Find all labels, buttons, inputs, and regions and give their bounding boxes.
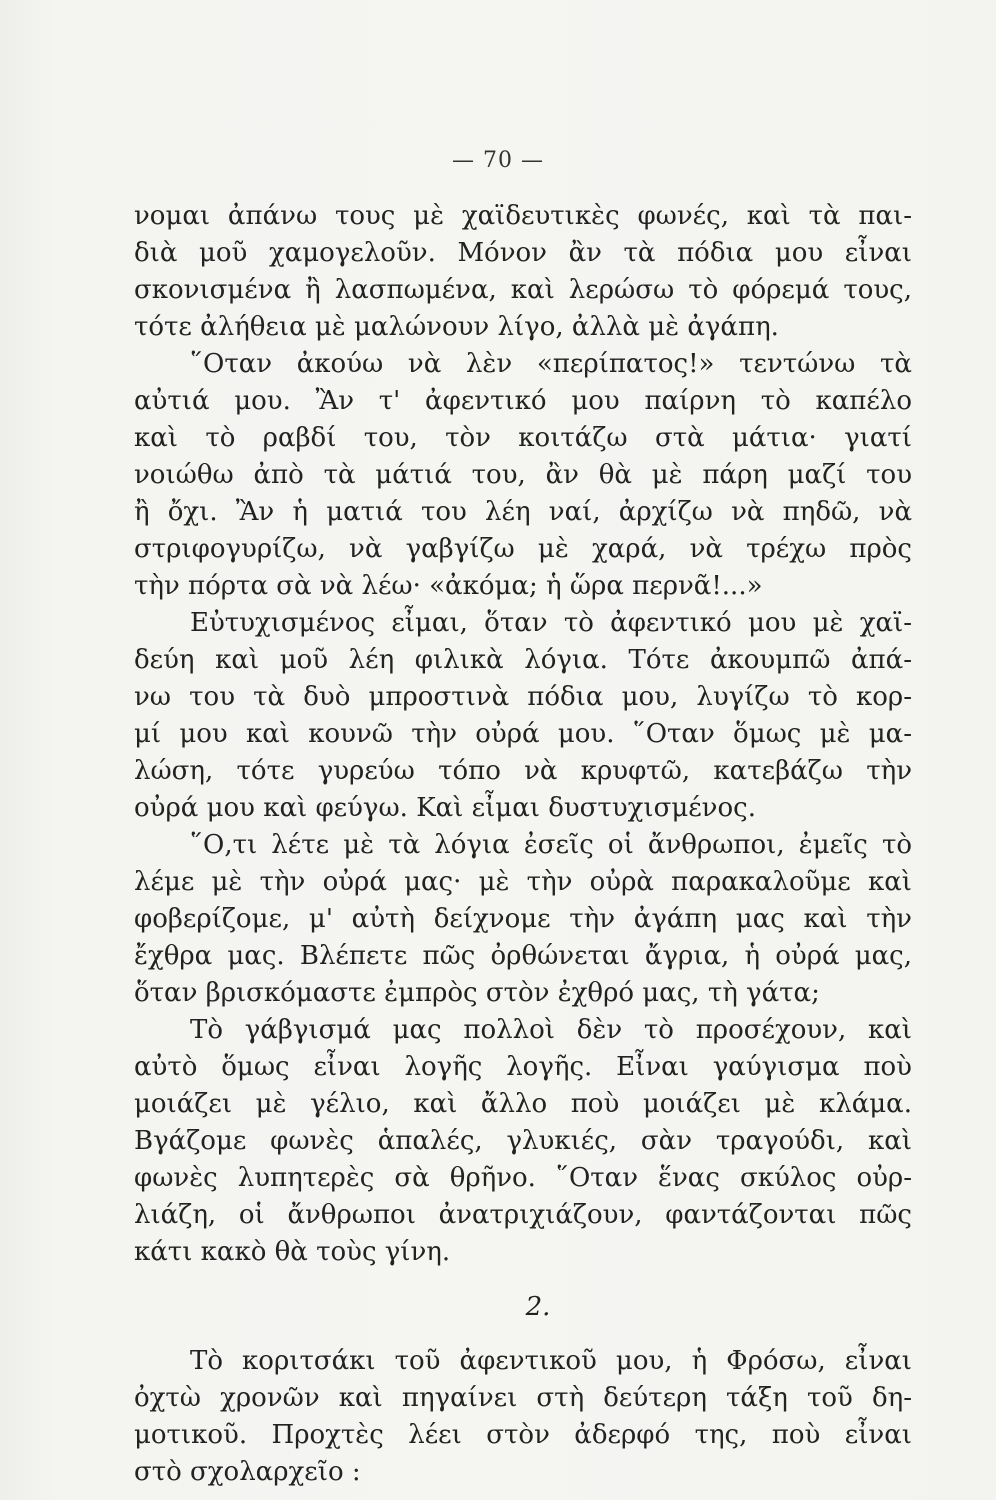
section-gap-top [134,1271,912,1285]
text-line: διὰ μοῦ χαμογελοῦν. Μόνον ἂν τὰ πόδια μου εἶναι [134,238,912,268]
text-line: ἢ ὄχι. Ἂν ἡ ματιά του λέη ναί, ἀρχίζω νὰ πηδῶ, νὰ [134,497,912,527]
text-line: στὸ σχολαρχεῖο : [134,1457,361,1487]
text-line: τὴν πόρτα σὰ νὰ λέω· «ἀκόμα; ἡ ὥρα περνᾶ!...» [134,571,763,601]
text-line: μοιάζει μὲ γέλιο, καὶ ἄλλο ποὺ μοιάζει μὲ κλάμα. [134,1089,912,1119]
text-line: νομαι ἀπάνω τους μὲ χαϊδευτικὲς φωνές, καὶ τὰ παι- [134,201,912,231]
paragraph [134,1343,912,1491]
text-line: στριφογυρίζω, νὰ γαβγίζω μὲ χαρά, νὰ τρέχω πρὸς [134,534,912,564]
text-line: ἔχθρα μας. Βλέπετε πῶς ὀρθώνεται ἄγρια, ἡ οὐρά μας, [134,941,912,971]
text-line: ῞Οταν ἀκούω νὰ λὲν «περίπατος!» τεντώνω τὰ [190,349,912,379]
text-before-section [134,198,912,1271]
text-line: νω του τὰ δυὸ μπροστινὰ πόδια μου, λυγίζω τὸ κορ- [134,682,912,712]
text-line: ὅταν βρισκόμαστε ἐμπρὸς στὸν ἐχθρό μας, τὴ γάτα; [134,978,820,1008]
paragraph [134,1012,912,1271]
text-line: ὀχτὼ χρονῶν καὶ πηγαίνει στὴ δεύτερη τάξη τοῦ δη- [134,1383,912,1413]
page-number: — 70 — [452,148,544,173]
text-line: Βγάζομε φωνὲς ἁπαλές, γλυκιές, σὰν τραγούδι, καὶ [134,1126,912,1156]
paragraph [134,827,912,1012]
text-line: οὐρά μου καὶ φεύγω. Καὶ εἶμαι δυστυχισμένος. [134,793,756,823]
paragraph [134,198,912,346]
text-line: μί μου καὶ κουνῶ τὴν οὐρά μου. ῞Οταν ὅμως μὲ μα- [134,719,912,749]
section-gap-bottom [134,1329,912,1343]
text-line: δεύη καὶ μοῦ λέη φιλικὰ λόγια. Τότε ἀκουμπῶ ἀπά- [134,645,912,675]
text-line: κάτι κακὸ θὰ τοὺς γίνη. [134,1237,451,1267]
text-line: τότε ἀλήθεια μὲ μαλώνουν λίγο, ἀλλὰ μὲ ἀγάπη. [134,312,779,342]
text-line: ῞Ο,τι λέτε μὲ τὰ λόγια ἐσεῖς οἱ ἄνθρωποι, ἐμεῖς τὸ [190,830,912,860]
text-line: Εὐτυχισμένος εἶμαι, ὅταν τὸ ἀφεντικό μου μὲ χαϊ- [190,608,912,638]
text-line: σκονισμένα ἢ λασπωμένα, καὶ λερώσω τὸ φόρεμά τους, [134,275,912,305]
text-line: λιάζη, οἱ ἄνθρωποι ἀνατριχιάζουν, φαντάζονται πῶς [134,1200,912,1230]
paragraph [134,346,912,605]
text-line: λέμε μὲ τὴν οὐρά μας· μὲ τὴν οὐρὰ παρακαλοῦμε καὶ [134,867,912,897]
text-line: νοιώθω ἀπὸ τὰ μάτιά του, ἂν θὰ μὲ πάρη μαζί του [134,460,912,490]
text-line: Τὸ γάβγισμά μας πολλοὶ δὲν τὸ προσέχουν, καὶ [190,1015,912,1045]
text-line: λώση, τότε γυρεύω τόπο νὰ κρυφτῶ, κατεβάζω τὴν [134,756,912,786]
text-line: Τὸ κοριτσάκι τοῦ ἀφεντικοῦ μου, ἡ Φρόσω, εἶναι [190,1346,912,1376]
text-line: καὶ τὸ ραβδί του, τὸν κοιτάζω στὰ μάτια· γιατί [134,423,912,453]
body-text [134,198,912,1491]
text-after-section [134,1343,912,1491]
section-number: 2. [525,1292,551,1322]
text-line: αὐτὸ ὅμως εἶναι λογῆς λογῆς. Εἶναι γαύγισμα ποὺ [134,1052,912,1082]
paragraph [134,605,912,827]
text-line: μοτικοῦ. Προχτὲς λέει στὸν ἀδερφό της, ποὺ εἶναι [134,1420,912,1450]
text-line: αὐτιά μου. Ἂν τ' ἀφεντικό μου παίρνη τὸ καπέλο [134,386,912,416]
text-line: φωνὲς λυπητερὲς σὰ θρῆνο. ῞Οταν ἕνας σκύλος οὐρ- [134,1163,912,1193]
text-line: φοβερίζομε, μ' αὐτὴ δείχνομε τὴν ἀγάπη μας καὶ τὴν [134,904,912,934]
